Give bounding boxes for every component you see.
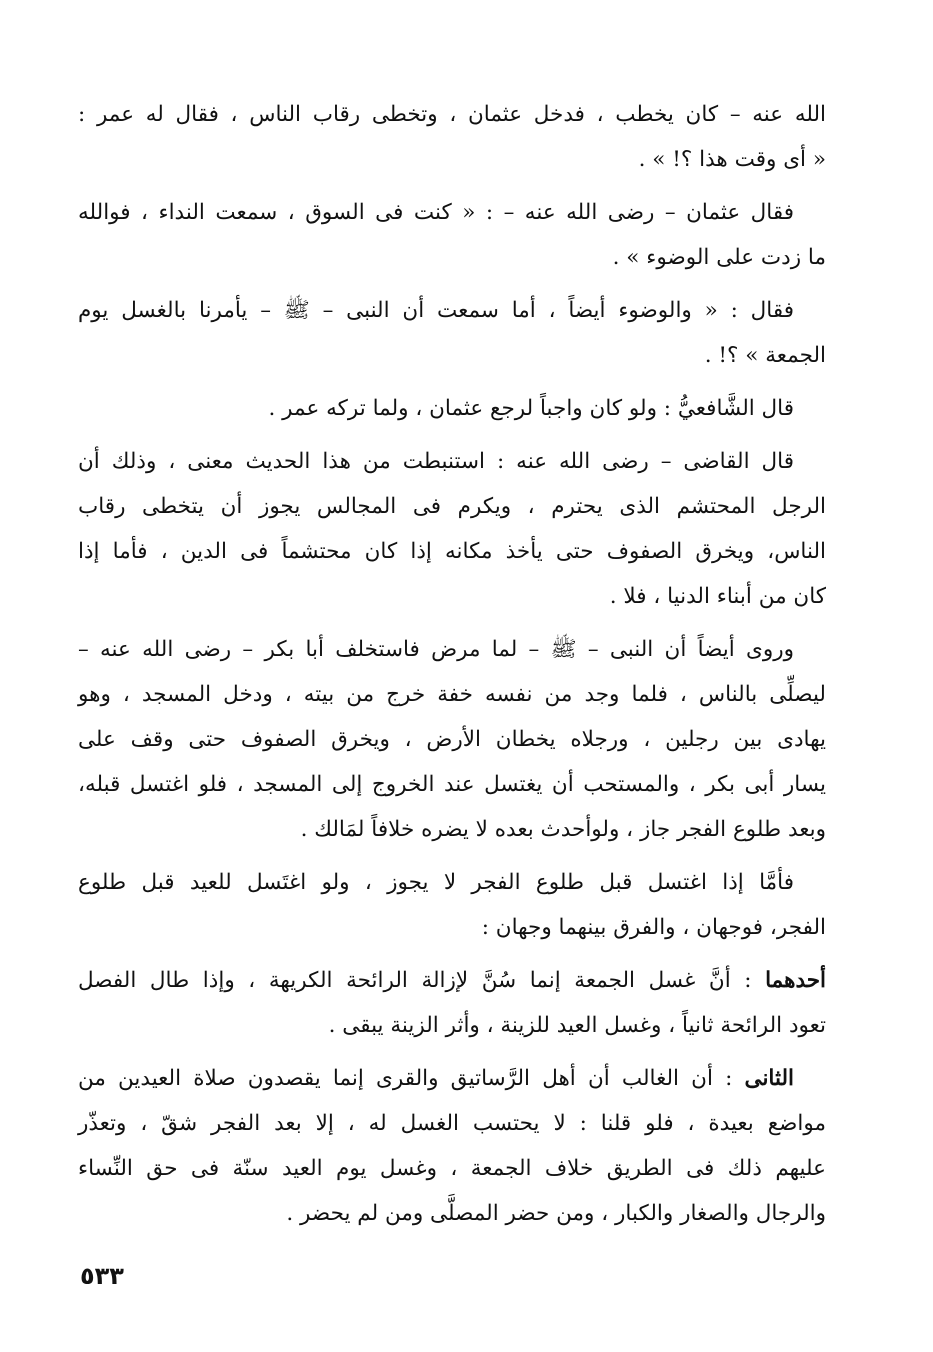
text-line: « أى وقت هذا ؟! » . <box>638 147 826 172</box>
text-line <box>78 1056 826 1101</box>
text-line: يسار أبى بكر ، والمستحب أن يغتسل عند الخروج إلى المسجد ، فلو اغتسل قبله، <box>78 772 826 797</box>
text-line: يهادى بين رجلين ، ورجلاه يخطان الأرض ، ويخرق الصفوف حتى وقف على <box>78 727 826 752</box>
text-line: الرجل المحتشم الذى يحترم ، ويكرم فى المجالس يجوز أن يتخطى رقاب <box>78 494 826 519</box>
text-run: : أن الغالب أن أهل الرَّساتيق والقرى إنما يقصدون صلاة العيدين من <box>78 1066 745 1091</box>
text-line: ما زدت على الوضوء » . <box>612 245 826 270</box>
text-line: تعود الرائحة ثانياً ، وغسل العيد للزينة ، وأثر الزينة يبقى . <box>328 1013 826 1038</box>
paragraph <box>78 860 826 950</box>
text-line: وبعد طلوع الفجر جاز ، ولوأحدث بعده لا يضره خلافاً لمَالك . <box>300 817 826 842</box>
text-line: قال القاضى – رضى الله عنه : استنبطت من هذا الحديث معنى ، وذلك أن <box>78 449 794 474</box>
text-line: الجمعة » ؟! . <box>704 343 826 368</box>
paragraph <box>78 627 826 852</box>
text-line: الله عنه – كان يخطب ، فدخل عثمان ، وتخطى رقاب الناس ، فقال له عمر : <box>78 102 826 127</box>
text-line: ليصلِّى بالناس ، فلما وجد من نفسه خفة خرج من بيته ، ودخل المسجد ، وهو <box>78 682 826 707</box>
paragraph <box>78 190 826 280</box>
text-line: كان من أبناء الدنيا ، فلا . <box>609 584 826 609</box>
text-line: عليهم ذلك فى الطريق خلاف الجمعة ، وغسل يوم العيد سنّة فى حق النِّساء <box>78 1156 826 1181</box>
paragraph <box>78 92 826 182</box>
page-body <box>78 92 826 1244</box>
text-run: : أنَّ غسل الجمعة إنما سُنَّ لإزالة الرائحة الكريهة ، وإذا طال الفصل <box>78 968 766 993</box>
paragraph-lead: الثانى <box>744 1066 794 1091</box>
paragraph <box>78 288 826 378</box>
text-line: والرجال والصغار والكبار ، ومن حضر المصلَّى ومن لم يحضر . <box>286 1201 826 1226</box>
paragraph <box>78 386 826 431</box>
page-number: ٥٣٣ <box>80 1262 124 1290</box>
paragraph <box>78 439 826 619</box>
paragraph <box>78 958 826 1048</box>
text-line: وروى أيضاً أن النبى – ﷺ – لما مرض فاستخلف أبا بكر – رضى الله عنه – <box>78 637 794 662</box>
text-line: الفجر، فوجهان ، والفرق بينهما وجهان : <box>481 915 826 940</box>
text-line: فقال عثمان – رضى الله عنه – : « كنت فى السوق ، سمعت النداء ، فوالله <box>78 200 794 225</box>
text-line: فأمَّا إذا اغتسل قبل طلوع الفجر لا يجوز ، ولو اغتَسل للعيد قبل طلوع <box>78 870 794 895</box>
paragraph-lead: أحدهما <box>765 968 826 993</box>
text-line: مواضع بعيدة ، فلو قلنا : لا يحتسب الغسل له ، إلا بعد الفجر شقّ ، وتعذّر <box>78 1111 826 1136</box>
text-line: الناس، ويخرق الصفوف حتى يأخذ مكانه إذا كان محتشماً فى الدين ، فأما إذا <box>78 539 826 564</box>
text-line <box>78 958 826 1003</box>
text-line: فقال : « والوضوء أيضاً ، أما سمعت أن النبى – ﷺ – يأمرنا بالغسل يوم <box>78 298 794 323</box>
text-line: قال الشَّافعيُّ : ولو كان واجباً لرجع عثمان ، ولما تركه عمر . <box>268 396 794 421</box>
paragraph <box>78 1056 826 1236</box>
